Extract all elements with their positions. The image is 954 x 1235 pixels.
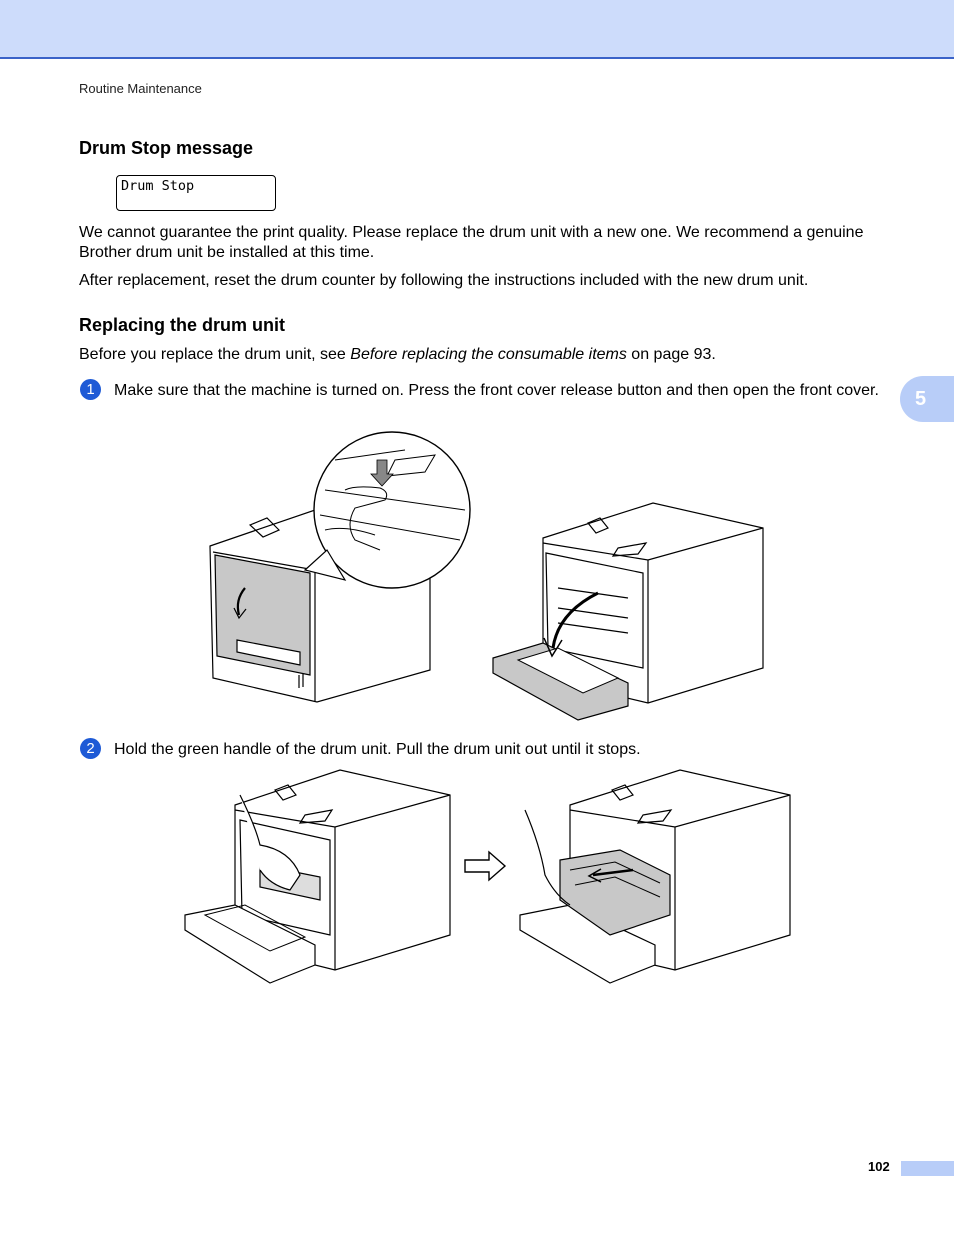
- section-title-replacing: Replacing the drum unit: [79, 315, 286, 335]
- step-2-badge: 2: [80, 738, 101, 759]
- drum-stop-paragraph-1: We cannot guarantee the print quality. Please replace the drum unit with a new one. We recommend a genuine Brother drum unit be installed at this time.: [79, 224, 864, 261]
- drum-stop-paragraph-2: After replacement, reset the drum counter by following the instructions included with the new drum unit.: [79, 272, 809, 289]
- intro-prefix: Before you replace the drum unit, see: [79, 346, 351, 363]
- intro-suffix: on page 93.: [626, 346, 716, 363]
- replacing-intro: [79, 345, 879, 365]
- header-band: [0, 0, 954, 59]
- right-arrow-icon: [463, 850, 507, 882]
- drum-handle-grip-illustration: [180, 765, 455, 987]
- step-1-text: Make sure that the machine is turned on. Press the front cover release button and then open the front cover.: [114, 382, 879, 399]
- drum-pulled-out-illustration: [515, 765, 795, 987]
- breadcrumb: Routine Maintenance: [79, 81, 202, 96]
- printer-cover-release-illustration: [205, 430, 475, 705]
- printer-cover-open-illustration: [488, 498, 768, 726]
- chapter-tab: 5: [900, 376, 954, 422]
- cross-reference-link[interactable]: Before replacing the consumable items: [350, 346, 627, 363]
- step-2-text: Hold the green handle of the drum unit. Pull the drum unit out until it stops.: [114, 741, 641, 758]
- step-1-badge: 1: [80, 379, 101, 400]
- lcd-display: Drum Stop: [116, 175, 276, 211]
- page-number: 102: [868, 1159, 890, 1174]
- section-title-drum-stop: Drum Stop message: [79, 138, 254, 158]
- page-number-bar: [901, 1161, 954, 1176]
